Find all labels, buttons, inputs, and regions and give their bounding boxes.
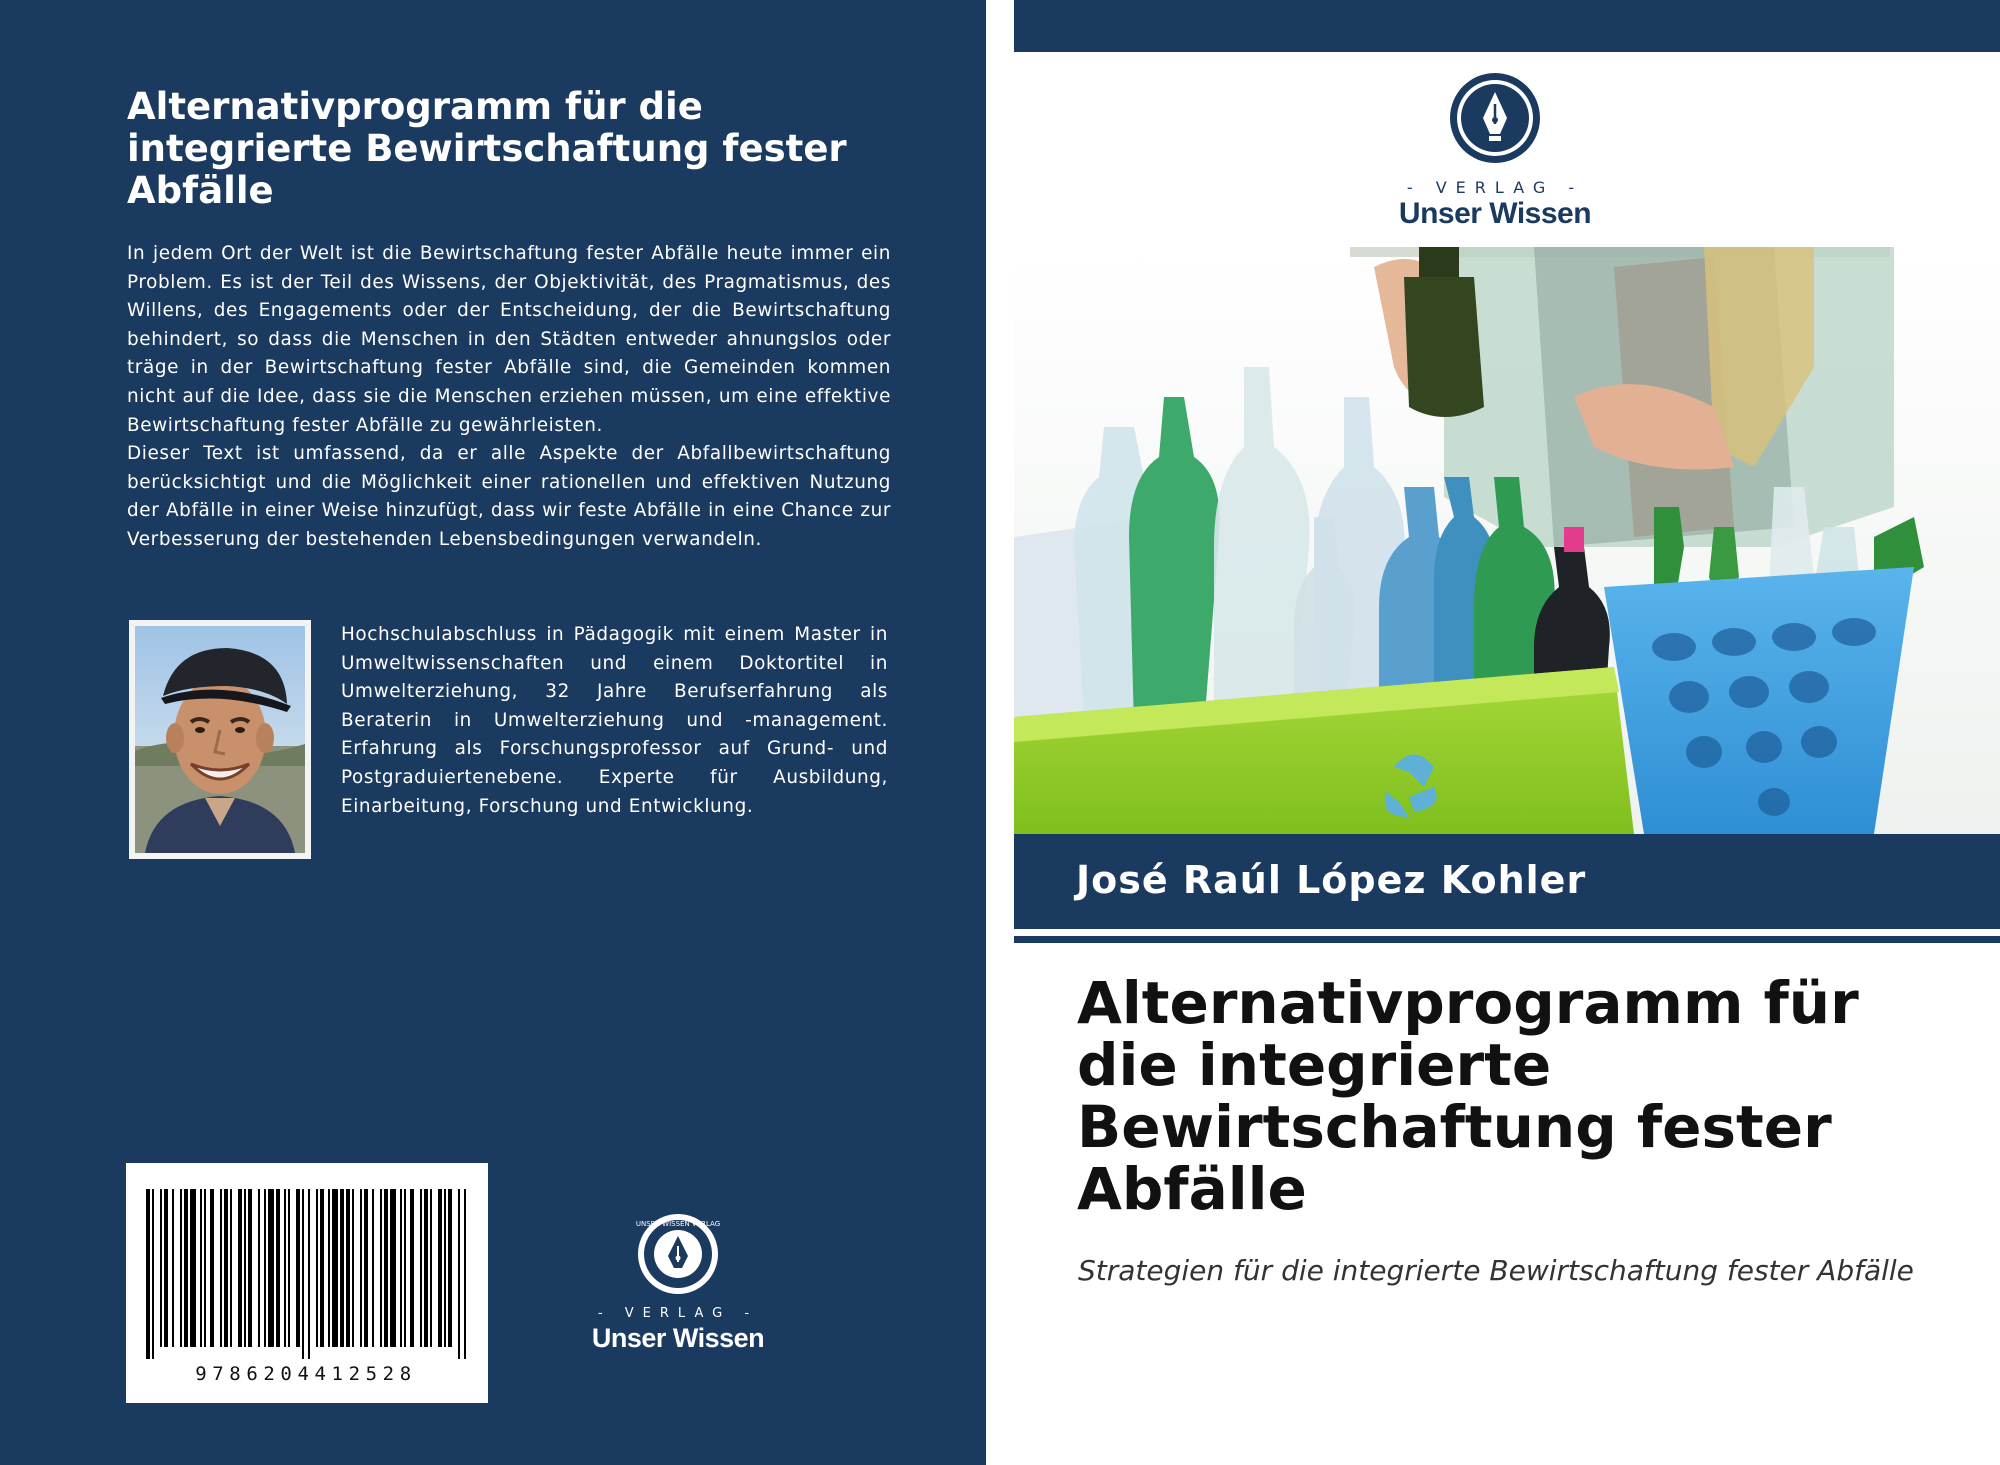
- front-logo-verlag: - VERLAG -: [1406, 178, 1584, 197]
- barcode-bar: [244, 1189, 246, 1347]
- barcode-bar: [172, 1189, 174, 1347]
- barcode-bar: [438, 1189, 442, 1347]
- barcode-bar: [180, 1189, 182, 1347]
- barcode-bar: [230, 1189, 232, 1347]
- front-logo-name: Unser Wissen: [1398, 197, 1592, 230]
- barcode-bar: [258, 1189, 260, 1347]
- back-cover-blurb-paragraph-2: Dieser Text ist umfassend, da er alle Aspekte der Abfallbewirtschaftung berücksichtigt und die Möglichkeit einer rationellen und effektiven Nutzung der Abfälle in einer Weise hinzufügt, dass wir feste Abfälle in eine Chance zur Verbesserung der bestehenden Lebensbedingungen verwandeln.: [127, 443, 891, 550]
- barcode-bar: [238, 1189, 242, 1347]
- front-publisher-logo: [1360, 72, 1630, 231]
- barcode-bar: [424, 1189, 428, 1347]
- back-cover-title: Alternativprogramm für die integrierte Bewirtschaftung fester Abfälle: [127, 85, 847, 212]
- barcode-bar: [410, 1189, 414, 1347]
- barcode-bar: [184, 1189, 188, 1347]
- barcode-bar: [204, 1189, 206, 1347]
- barcode-bar: [264, 1189, 266, 1347]
- back-logo-name: Unser Wissen: [591, 1323, 765, 1353]
- barcode-bar: [404, 1189, 406, 1347]
- barcode-bar: [296, 1189, 300, 1347]
- barcode-bar: [320, 1189, 324, 1347]
- barcode-bar: [224, 1189, 228, 1347]
- author-biography: Hochschulabschluss in Pädagogik mit einem Master in Umweltwissenschaften und einem Doktortitel in Umwelterziehung, 32 Jahre Berufserfahrung als Beraterin in Umwelterziehung und -management. Erfahrung als Forschungsprofessor auf Grund- und Postgraduiertenebene. Experte für Ausbildung, Einarbeitung, Forschung und Entwicklung.: [341, 624, 888, 817]
- barcode-bar: [360, 1189, 362, 1347]
- barcode-bar: [384, 1189, 388, 1347]
- barcode-bar: [248, 1189, 252, 1347]
- isbn-digits: 9786204412528: [195, 1363, 417, 1385]
- recycling-bottles-photo-icon: [1014, 247, 2000, 834]
- logo-seal-text: UNSER WISSEN VERLAG: [636, 1220, 720, 1228]
- barcode-bar: [458, 1189, 460, 1359]
- barcode-bar: [332, 1189, 338, 1347]
- barcode-bar: [220, 1189, 222, 1347]
- barcode-bar: [352, 1189, 354, 1347]
- author-band: [1014, 834, 2000, 929]
- portrait-photo-icon: [135, 626, 305, 853]
- barcode-bar: [164, 1189, 168, 1347]
- barcode-bar: [390, 1189, 396, 1347]
- back-cover-blurb-paragraph-1: In jedem Ort der Welt ist die Bewirtschaftung fester Abfälle heute immer ein Problem. Es ist der Teil des Wissens, der Objektivität, des Pragmatismus, des Willens, des Engagements oder der Entscheidung, der die Bewirtschaftung behindert, so dass die Menschen in den Städten entweder ahnungslos oder träge in der Bewirtschaftung fester Abfälle sind, die Gemeinden kommen nicht auf die Idee, dass sie die Menschen erziehen müssen, um eine effektive Bewirtschaftung fester Abfälle zu gewährleisten.: [127, 243, 891, 436]
- barcode-bar: [146, 1189, 150, 1359]
- barcode-bar: [284, 1189, 286, 1347]
- front-top-band: [1014, 0, 2000, 52]
- barcode-bar: [340, 1189, 344, 1347]
- barcode-bar: [364, 1189, 368, 1347]
- barcode-bar: [430, 1189, 432, 1347]
- back-publisher-logo: [578, 1212, 778, 1354]
- barcode-bar: [400, 1189, 402, 1347]
- barcode-bar: [268, 1189, 274, 1347]
- barcode-bar: [372, 1189, 374, 1347]
- fountain-pen-nib-icon: [636, 1212, 720, 1296]
- barcode-bar: [288, 1189, 290, 1347]
- barcode-bar: [420, 1189, 422, 1347]
- barcode-bar: [152, 1189, 154, 1359]
- barcode-bar: [448, 1189, 452, 1347]
- front-cover-subtitle: Strategien für die integrierte Bewirtschaftung fester Abfälle: [1078, 1254, 1914, 1287]
- barcode-bar: [444, 1189, 446, 1347]
- barcode-bar: [190, 1189, 196, 1347]
- back-logo-verlag: - VERLAG -: [597, 1306, 759, 1321]
- barcode-bar: [316, 1189, 318, 1347]
- barcode-bar: [308, 1189, 310, 1359]
- barcode-bar: [210, 1189, 214, 1347]
- isbn-barcode: [126, 1163, 488, 1403]
- barcode-bar: [380, 1189, 382, 1347]
- author-name: José Raúl López Kohler: [1076, 858, 1587, 902]
- back-cover: [0, 0, 986, 1465]
- fountain-pen-nib-icon: [1449, 72, 1541, 164]
- barcode-bar: [200, 1189, 202, 1347]
- front-divider-rule: [1014, 936, 2000, 943]
- front-cover-title: Alternativprogramm für die integrierte Bewirtschaftung fester Abfälle: [1077, 969, 1859, 1223]
- barcode-icon: [146, 1189, 468, 1359]
- barcode-bar: [328, 1189, 330, 1347]
- barcode-bar: [160, 1189, 162, 1347]
- barcode-bar: [464, 1189, 466, 1359]
- barcode-bar: [346, 1189, 350, 1347]
- author-photo: [129, 620, 311, 859]
- barcode-bar: [302, 1189, 304, 1359]
- barcode-bar: [276, 1189, 280, 1347]
